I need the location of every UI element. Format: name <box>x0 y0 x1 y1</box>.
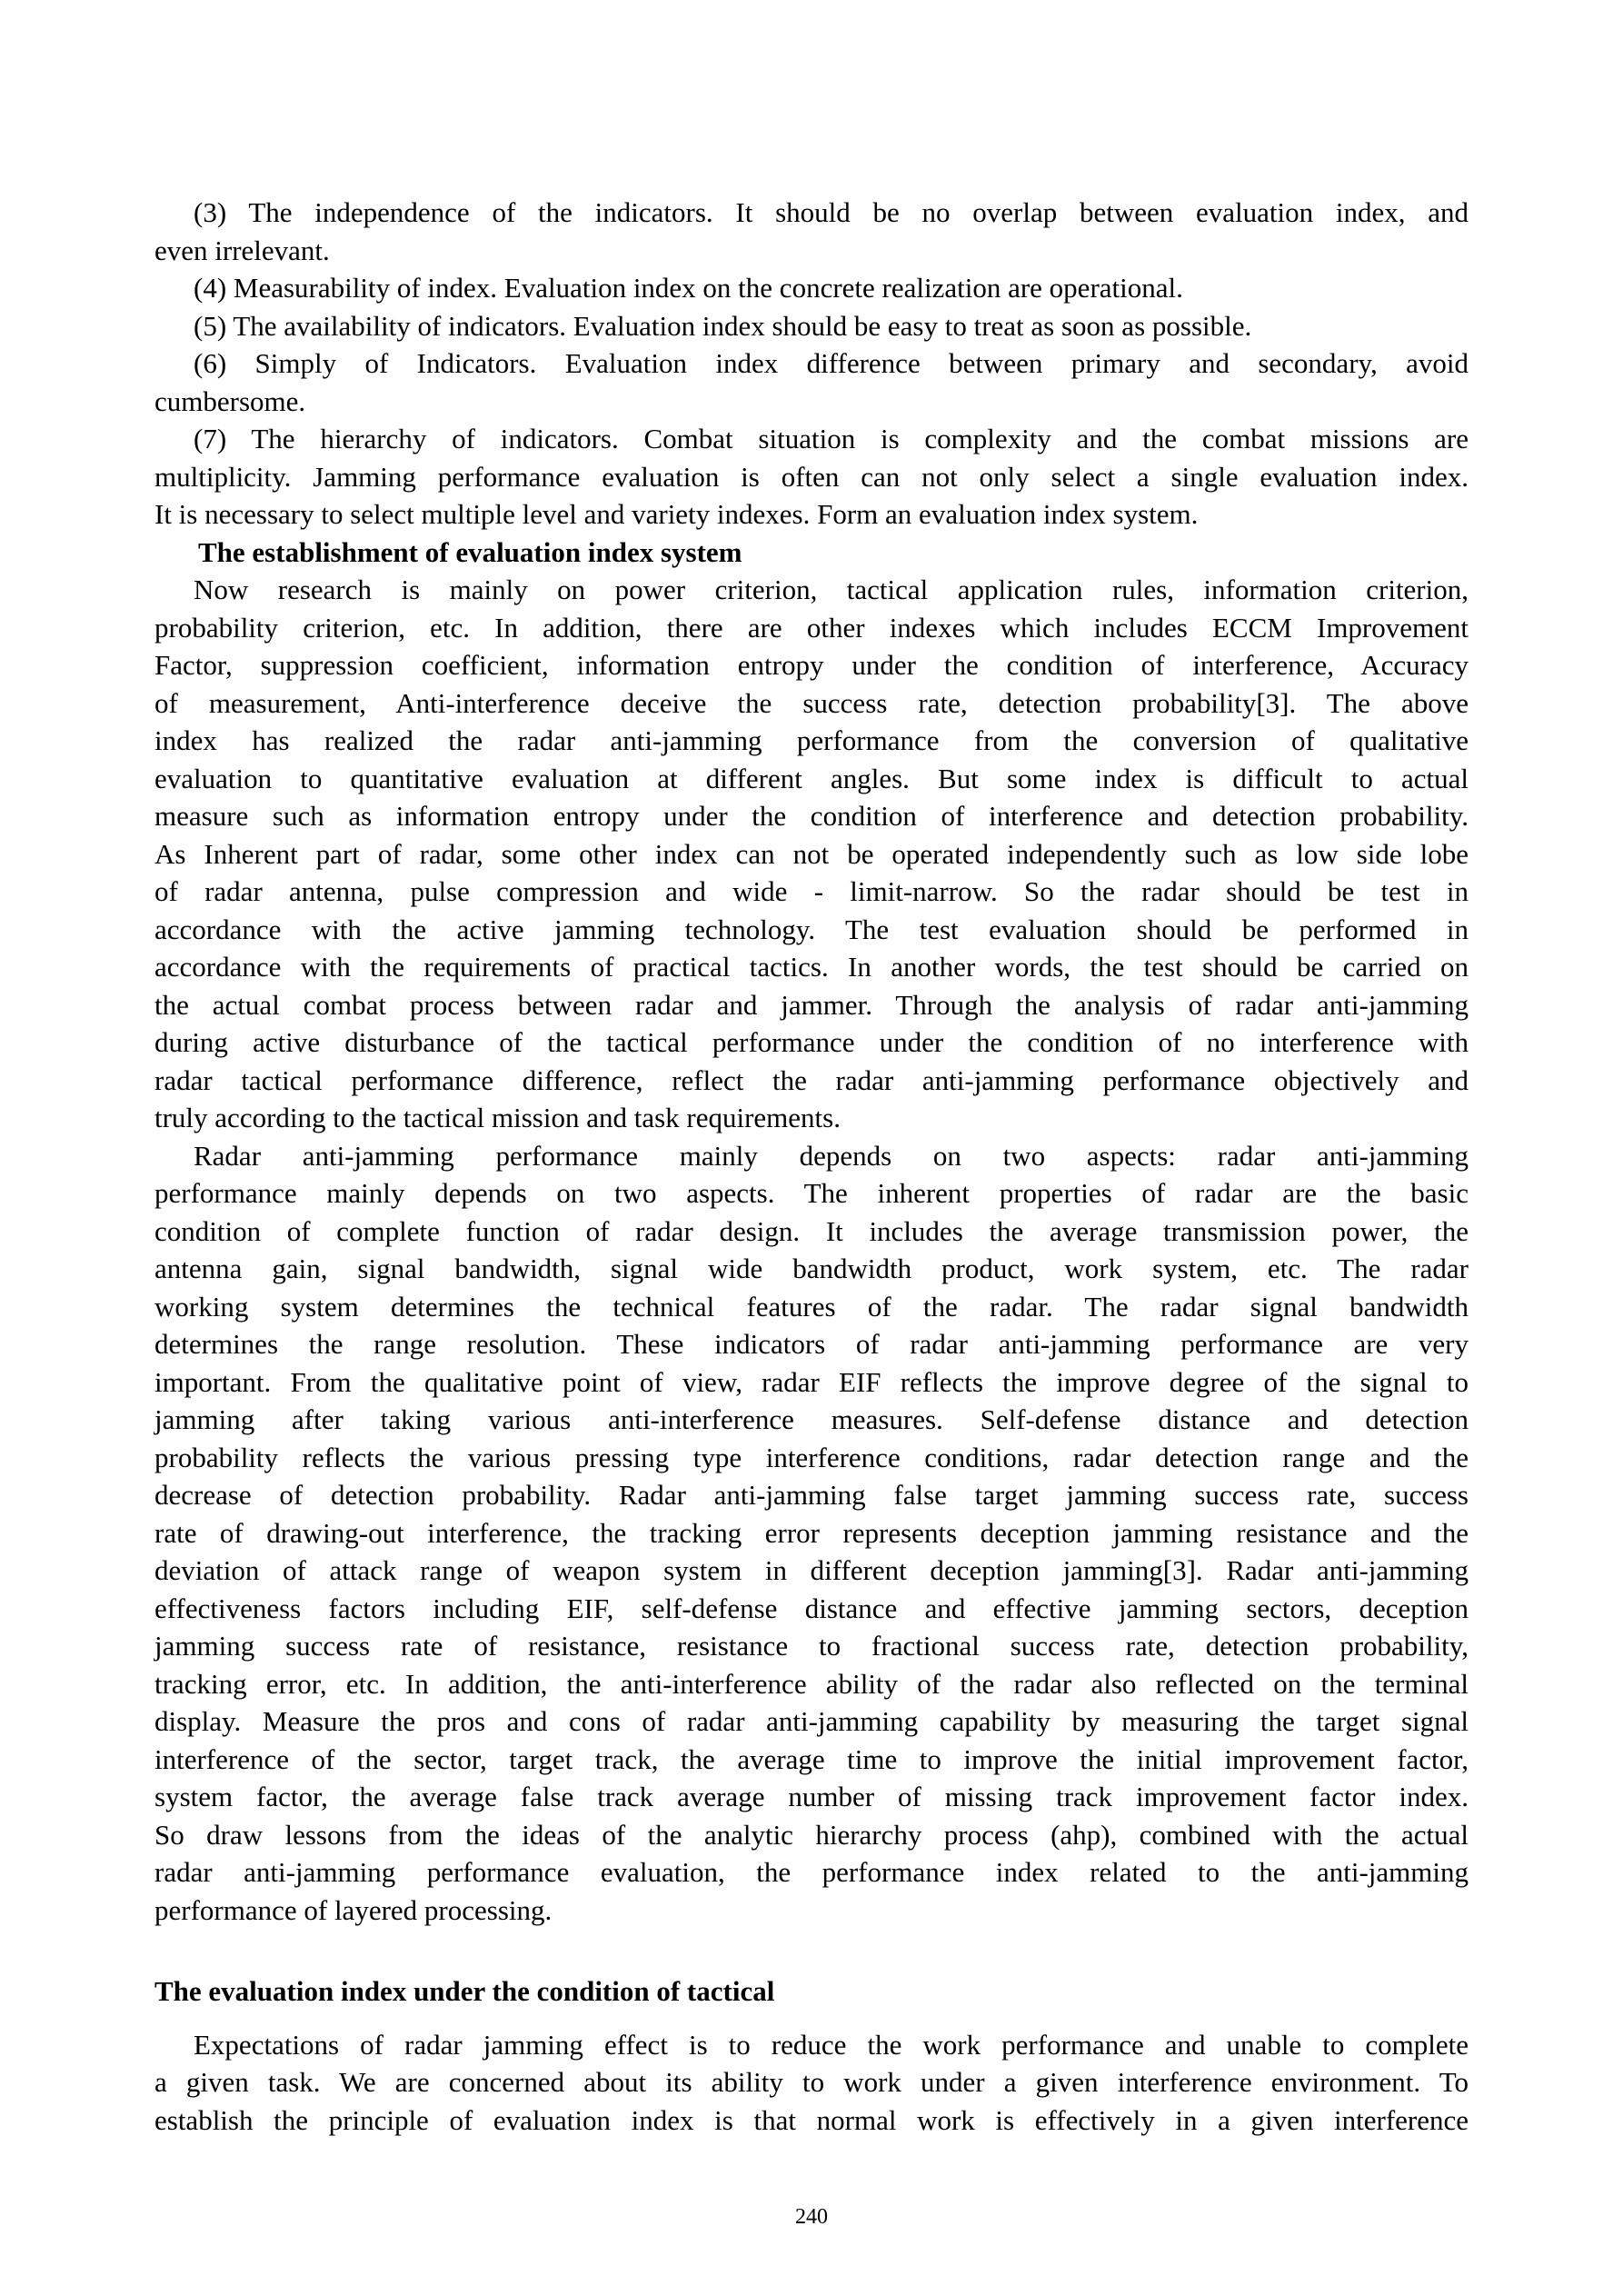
paragraph-indicator-independence <box>154 194 1469 269</box>
text-line: effectiveness factors including EIF, self-defense distance and effective jamming sectors, deception <box>154 1592 1469 1624</box>
text-line: during active disturbance of the tactical performance under the condition of no interference with <box>154 1026 1469 1058</box>
text-line: a given task. We are concerned about its ability to work under a given interference environment. To <box>154 2066 1469 2098</box>
text-line: establish the principle of evaluation index is that normal work is effectively in a given interference <box>154 2103 1469 2136</box>
text-line: It is necessary to select multiple level and variety indexes. Form an evaluation index system. <box>154 498 1199 530</box>
text-line: the actual combat process between radar and jammer. Through the analysis of radar anti-jamming <box>154 988 1469 1021</box>
text-line: measure such as information entropy under the condition of interference and detection probability. <box>154 800 1469 832</box>
paragraph-index-measurability <box>154 269 1469 307</box>
text-line: Radar anti-jamming performance mainly depends on two aspects: radar anti-jamming <box>194 1139 1469 1172</box>
text-line: important. From the qualitative point of view, radar EIF reflects the improve degree of the signal to <box>154 1365 1469 1398</box>
text-line: So draw lessons from the ideas of the analytic hierarchy process (ahp), combined with the actual <box>154 1818 1469 1851</box>
subheading-evaluation-index-system: The establishment of evaluation index system <box>198 535 742 568</box>
text-line: performance of layered processing. <box>154 1893 553 1926</box>
paragraph-indicator-hierarchy <box>154 420 1469 534</box>
text-line: even irrelevant. <box>154 234 330 266</box>
text-line: evaluation to quantitative evaluation at different angles. But some index is difficult to actual <box>154 762 1469 794</box>
text-line: interference of the sector, target track, the average time to improve the initial improvement factor, <box>154 1742 1469 1775</box>
text-line: radar anti-jamming performance evaluation, the performance index related to the anti-jamming <box>154 1856 1469 1888</box>
text-line: Expectations of radar jamming effect is to reduce the work performance and unable to complete <box>194 2028 1469 2061</box>
text-line: system factor, the average false track average number of missing track improvement factor index. <box>154 1781 1469 1812</box>
text-line: deviation of attack range of weapon system in different deception jamming[3]. Radar anti-jamming <box>154 1554 1469 1586</box>
text-line: condition of complete function of radar design. It includes the average transmission power, the <box>154 1214 1469 1247</box>
text-line: accordance with the requirements of practical tactics. In another words, the test should be carried on <box>154 951 1469 983</box>
text-line: Now research is mainly on power criterion, tactical application rules, information criterion, <box>194 574 1469 605</box>
text-line: (5) The availability of indicators. Evaluation index should be easy to treat as soon as possible. <box>194 309 1252 342</box>
text-line: accordance with the active jamming technology. The test evaluation should be performed in <box>154 913 1469 945</box>
text-line: (7) The hierarchy of indicators. Combat situation is complexity and the combat missions are <box>194 423 1469 454</box>
text-line: jamming after taking various anti-interference measures. Self-defense distance and detection <box>154 1403 1469 1435</box>
text-line: (3) The independence of the indicators. It should be no overlap between evaluation index, and <box>194 196 1469 228</box>
paragraph-indicator-simplicity <box>154 344 1469 420</box>
text-line: of measurement, Anti-interference deceive the success rate, detection probability[3]. The above <box>154 686 1469 719</box>
text-line: antenna gain, signal bandwidth, signal wide bandwidth product, work system, etc. The radar <box>154 1253 1469 1284</box>
page-body <box>154 194 1469 2139</box>
page-number: 240 <box>795 2205 828 2229</box>
text-line: decrease of detection probability. Radar anti-jamming false target jamming success rate, success <box>154 1479 1469 1511</box>
text-line: rate of drawing-out interference, the tracking error represents deception jamming resistance and the <box>154 1516 1469 1549</box>
text-line: index has realized the radar anti-jamming performance from the conversion of qualitative <box>154 724 1469 756</box>
text-line: cumbersome. <box>154 384 306 417</box>
section-heading-tactical-evaluation: The evaluation index under the condition of tactical <box>154 1975 775 2007</box>
text-line: of radar antenna, pulse compression and wide - limit-narrow. So the radar should be test in <box>154 875 1469 907</box>
text-line: performance mainly depends on two aspects. The inherent properties of radar are the basic <box>154 1177 1469 1209</box>
paragraph-indicator-availability <box>154 307 1469 345</box>
text-line: display. Measure the pros and cons of radar anti-jamming capability by measuring the target signal <box>154 1705 1469 1737</box>
text-line: probability criterion, etc. In addition, there are other indexes which includes ECCM Improvement <box>154 611 1469 644</box>
paragraph-radar-anti-jamming <box>154 1137 1469 1930</box>
text-line: (4) Measurability of index. Evaluation index on the concrete realization are operational. <box>194 272 1183 304</box>
text-line: truly according to the tactical mission and task requirements. <box>154 1102 841 1133</box>
text-line: jamming success rate of resistance, resistance to fractional success rate, detection probability, <box>154 1630 1469 1662</box>
text-line: Factor, suppression coefficient, information entropy under the condition of interference, Accuracy <box>154 649 1469 681</box>
text-line: radar tactical performance difference, reflect the radar anti-jamming performance objectively and <box>154 1063 1469 1096</box>
text-line: working system determines the technical features of the radar. The radar signal bandwidth <box>154 1290 1469 1323</box>
text-line: tracking error, etc. In addition, the anti-interference ability of the radar also reflected on the terminal <box>154 1667 1469 1700</box>
text-line: probability reflects the various pressing type interference conditions, radar detection range and the <box>154 1441 1469 1473</box>
text-line: (6) Simply of Indicators. Evaluation index difference between primary and secondary, avoid <box>194 347 1469 379</box>
text-line: multiplicity. Jamming performance evaluation is often can not only select a single evaluation index. <box>154 460 1469 493</box>
paragraph-jamming-expectations <box>154 2026 1469 2140</box>
paragraph-research-overview <box>154 571 1469 1137</box>
text-line: determines the range resolution. These indicators of radar anti-jamming performance are very <box>154 1328 1469 1360</box>
text-line: As Inherent part of radar, some other index can not be operated independently such as low side lobe <box>154 837 1469 870</box>
